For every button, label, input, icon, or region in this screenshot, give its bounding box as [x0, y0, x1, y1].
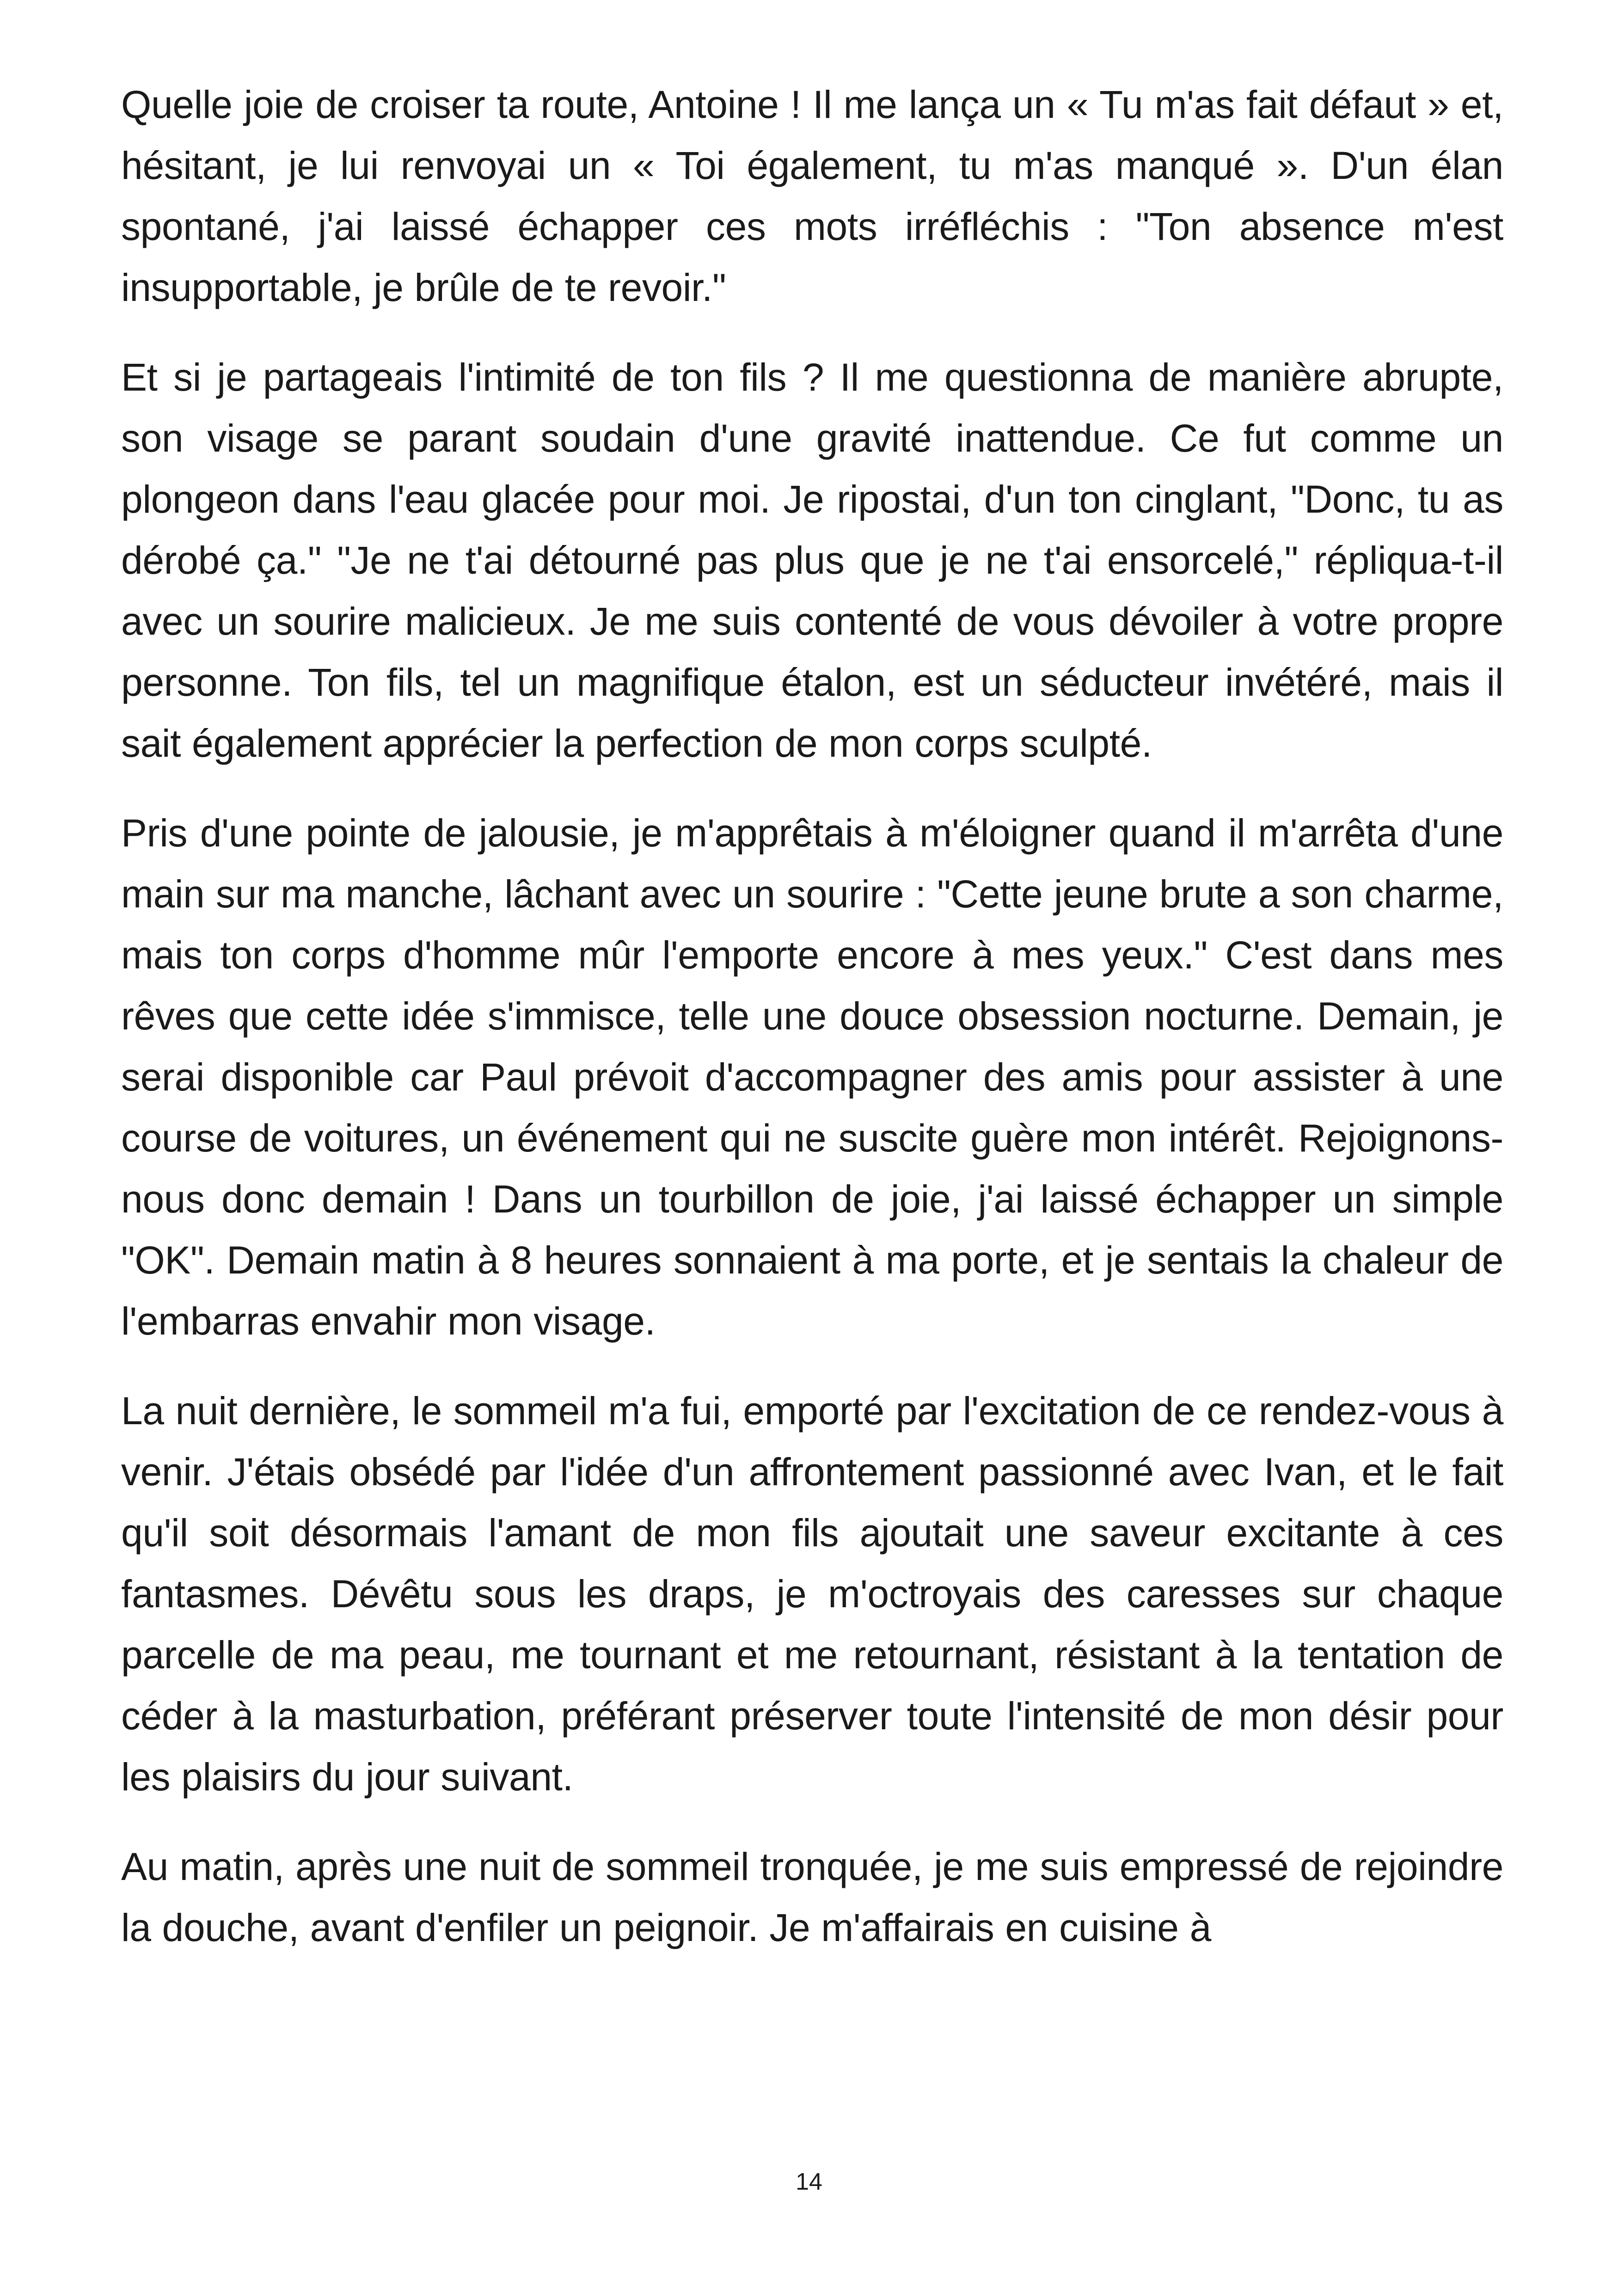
paragraph-2: Et si je partageais l'intimité de ton fils ? Il me questionna de manière abrupte, son visage se parant soudain d'une gravité inattendue. Ce fut comme un plongeon dans l'eau glacée pour moi. Je ripostai, d'un ton cinglant, "Donc, tu as dérobé ça." "Je ne t'ai détourné pas plus que je ne t'ai ensorcelé," répliqua-t-il avec un sourire malicieux. Je me suis contenté de vous dévoiler à votre propre personne. Ton fils, tel un magnifique étalon, est un séducteur invétéré, mais il sait également apprécier la perfection de mon corps sculpté.	[121, 355, 1503, 765]
body-text	[121, 74, 1503, 1987]
paragraph-5: Au matin, après une nuit de sommeil tronquée, je me suis empressé de rejoindre la douche, avant d'enfiler un peignoir. Je m'affairais en cuisine à	[121, 1845, 1503, 1949]
paragraph-4: La nuit dernière, le sommeil m'a fui, emporté par l'excitation de ce rendez-vous à venir. J'étais obsédé par l'idée d'un affrontement passionné avec Ivan, et le fait qu'il soit désormais l'amant de mon fils ajoutait une saveur excitante à ces fantasmes. Dévêtu sous les draps, je m'octroyais des caresses sur chaque parcelle de ma peau, me tournant et me retournant, résistant à la tentation de céder à la masturbation, préférant préserver toute l'intensité de mon désir pour les plaisirs du jour suivant.	[121, 1389, 1503, 1799]
page-number: 14	[796, 2168, 822, 2195]
paragraph-1: Quelle joie de croiser ta route, Antoine ! Il me lança un « Tu m'as fait défaut » et, hésitant, je lui renvoyai un « Toi également, tu m'as manqué ». D'un élan spontané, j'ai laissé échapper ces mots irréfléchis : "Ton absence m'est insupportable, je brûle de te revoir."	[121, 83, 1503, 309]
paragraph-3: Pris d'une pointe de jalousie, je m'apprêtais à m'éloigner quand il m'arrêta d'une main sur ma manche, lâchant avec un sourire : "Cette jeune brute a son charme, mais ton corps d'homme mûr l'emporte encore à mes yeux." C'est dans mes rêves que cette idée s'immisce, telle une douce obsession nocturne. Demain, je serai disponible car Paul prévoit d'accompagner des amis pour assister à une course de voitures, un événement qui ne suscite guère mon intérêt. Rejoignons-nous donc demain ! Dans un tourbillon de joie, j'ai laissé échapper un simple "OK". Demain matin à 8 heures sonnaient à ma porte, et je sentais la chaleur de l'embarras envahir mon visage.	[121, 811, 1503, 1343]
